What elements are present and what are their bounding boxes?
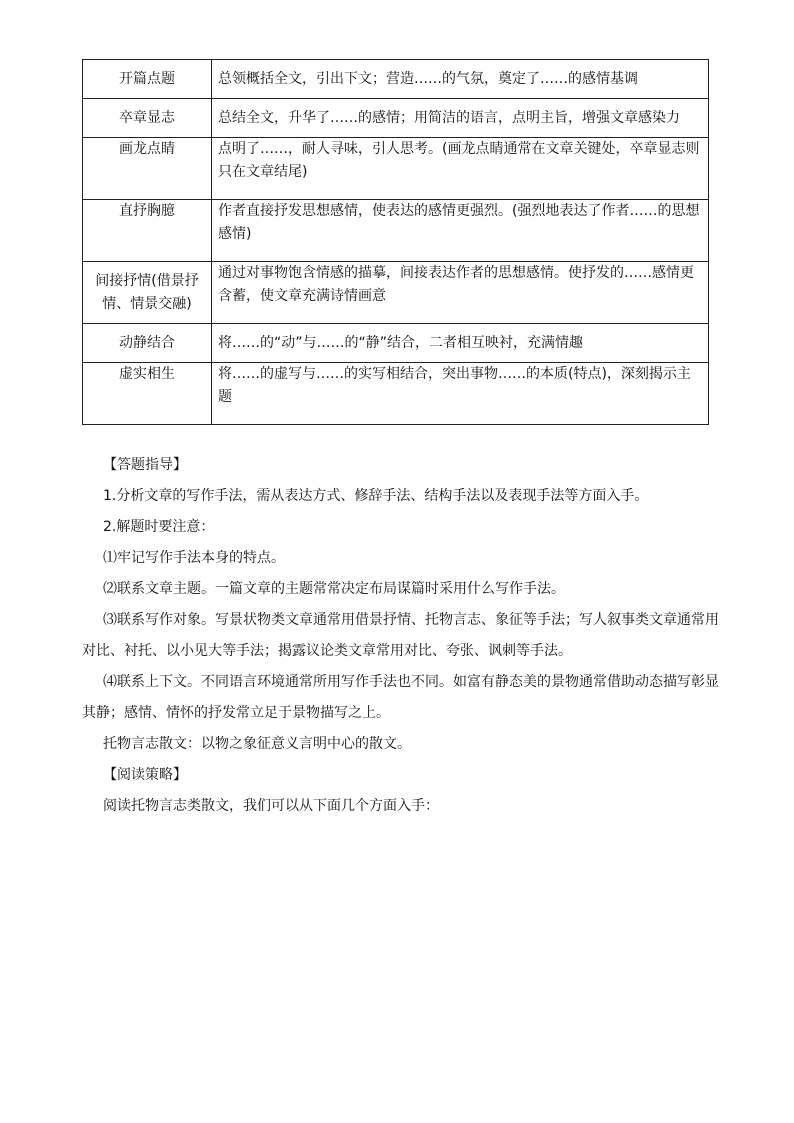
- technique-term: 动静结合: [83, 324, 212, 363]
- guide-paragraph-7: 托物言志散文：以物之象征意义言明中心的散文。: [103, 736, 411, 752]
- technique-description: 将……的“动”与……的“静”结合，二者相互映衬，充满情趣: [212, 324, 709, 363]
- technique-term: 虚实相生: [83, 363, 212, 425]
- strategy-paragraph-1: 阅读托物言志类散文，我们可以从下面几个方面入手：: [103, 798, 439, 814]
- technique-term: 直抒胸臆: [83, 200, 212, 262]
- writing-techniques-table: [82, 59, 709, 425]
- guide-heading: 【答题指导】: [103, 457, 187, 473]
- table-row: [83, 200, 709, 262]
- guide-paragraph-1: 1.分析文章的写作手法，需从表达方式、修辞手法、结构手法以及表现手法等方面入手。: [103, 488, 649, 504]
- table-row: [83, 262, 709, 324]
- guide-paragraph-2: 2.解题时要注意：: [103, 519, 215, 535]
- guide-paragraph-5: ⑶联系写作对象。写景状物类文章通常用借景抒情、托物言志、象征等手法；写人叙事类文章通常用对比、衬托、以小见大等手法；揭露议论类文章常用对比、夸张、讽刺等手法。: [82, 612, 719, 659]
- technique-term: 卒章显志: [83, 99, 212, 138]
- body-text: [82, 450, 722, 822]
- technique-description: 点明了……，耐人寻味，引人思考。(画龙点睛通常在文章关键处，卒章显志则只在文章结尾): [212, 138, 709, 200]
- technique-term: 画龙点睛: [83, 138, 212, 200]
- table-row: [83, 324, 709, 363]
- guide-paragraph-3: ⑴牢记写作手法本身的特点。: [103, 550, 285, 566]
- technique-term: 开篇点题: [83, 60, 212, 99]
- technique-term: 间接抒情(借景抒情、情景交融): [83, 262, 212, 324]
- table-row: [83, 60, 709, 99]
- technique-description: 总结全文，升华了……的感情；用简洁的语言，点明主旨，增强文章感染力: [212, 99, 709, 138]
- table-row: [83, 138, 709, 200]
- strategy-heading: 【阅读策略】: [103, 767, 187, 783]
- table-row: [83, 363, 709, 425]
- technique-description: 通过对事物饱含情感的描摹，间接表达作者的思想感情。使抒发的……感情更含蓄，使文章充满诗情画意: [212, 262, 709, 324]
- technique-description: 总领概括全文，引出下文；营造……的气氛，奠定了……的感情基调: [212, 60, 709, 99]
- technique-description: 将……的虚写与……的实写相结合，突出事物……的本质(特点)，深刻揭示主题: [212, 363, 709, 425]
- guide-paragraph-4: ⑵联系文章主题。一篇文章的主题常常决定布局谋篇时采用什么写作手法。: [103, 581, 565, 597]
- guide-paragraph-6: ⑷联系上下文。不同语言环境通常所用写作手法也不同。如富有静态美的景物通常借助动态描写彰显其静；感情、情怀的抒发常立足于景物描写之上。: [82, 674, 719, 721]
- technique-description: 作者直接抒发思想感情，使表达的感情更强烈。(强烈地表达了作者……的思想感情): [212, 200, 709, 262]
- table-row: [83, 99, 709, 138]
